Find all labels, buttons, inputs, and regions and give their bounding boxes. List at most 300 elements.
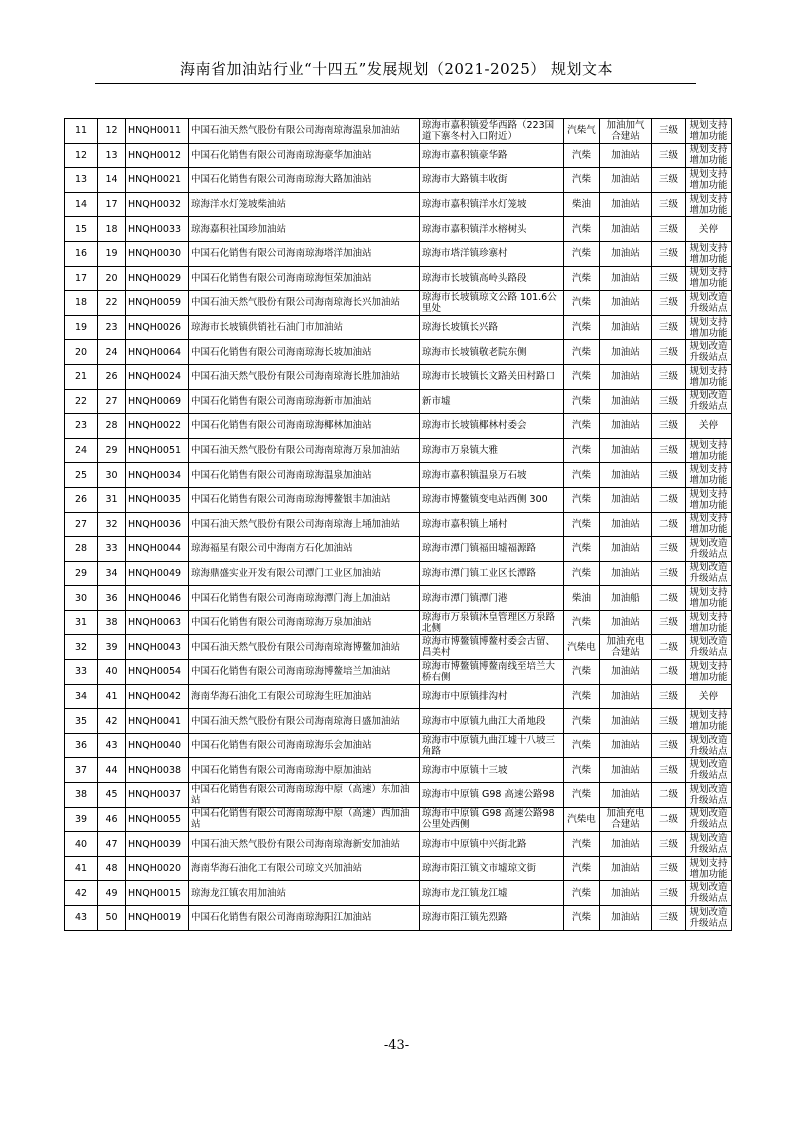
plan-cell: 规划改造升级站点 — [686, 635, 732, 660]
orig-seq-cell: 29 — [98, 438, 126, 463]
seq-cell: 11 — [65, 119, 98, 144]
seq-cell: 43 — [65, 906, 98, 931]
seq-cell: 12 — [65, 143, 98, 168]
table-body — [65, 119, 732, 931]
table-row — [65, 832, 732, 857]
station-type-cell: 加油站 — [600, 783, 652, 808]
plan-cell: 规划支持增加功能 — [686, 438, 732, 463]
table-row — [65, 906, 732, 931]
fuel-type-cell: 柴油 — [564, 586, 600, 611]
name-cell: 中国石化销售有限公司海南琼海中原（高速）西加油站 — [189, 807, 420, 832]
name-cell: 琼海洋水灯笼坡柴油站 — [189, 192, 420, 217]
address-cell: 琼海市长坡镇琼文公路 101.6公里处 — [420, 291, 564, 316]
station-table — [64, 118, 732, 931]
seq-cell: 29 — [65, 561, 98, 586]
code-cell: HNQH0049 — [126, 561, 189, 586]
plan-cell: 规划改造升级站点 — [686, 807, 732, 832]
seq-cell: 15 — [65, 217, 98, 242]
fuel-type-cell: 汽柴 — [564, 266, 600, 291]
grade-cell: 三级 — [652, 291, 686, 316]
name-cell: 中国石化销售有限公司海南琼海新市加油站 — [189, 389, 420, 414]
name-cell: 中国石化销售有限公司海南琼海温泉加油站 — [189, 463, 420, 488]
table-row — [65, 610, 732, 635]
address-cell: 琼海长坡镇长兴路 — [420, 315, 564, 340]
station-type-cell: 加油站 — [600, 561, 652, 586]
station-type-cell: 加油站 — [600, 660, 652, 685]
address-cell: 琼海市塔洋镇珍寨村 — [420, 241, 564, 266]
grade-cell: 三级 — [652, 856, 686, 881]
code-cell: HNQH0040 — [126, 733, 189, 758]
code-cell: HNQH0069 — [126, 389, 189, 414]
name-cell: 中国石油天然气股份有限公司海南琼海长胜加油站 — [189, 364, 420, 389]
station-type-cell: 加油站 — [600, 610, 652, 635]
orig-seq-cell: 26 — [98, 364, 126, 389]
address-cell: 琼海市中原镇九曲江墟十八坡三角路 — [420, 733, 564, 758]
table-row — [65, 119, 732, 144]
plan-cell: 关停 — [686, 217, 732, 242]
station-type-cell: 加油站 — [600, 758, 652, 783]
plan-cell: 规划改造升级站点 — [686, 389, 732, 414]
station-type-cell: 加油充电合建站 — [600, 635, 652, 660]
plan-cell: 规划支持增加功能 — [686, 463, 732, 488]
station-type-cell: 加油站 — [600, 856, 652, 881]
station-type-cell: 加油站 — [600, 217, 652, 242]
table-row — [65, 684, 732, 709]
plan-cell: 规划改造升级站点 — [686, 906, 732, 931]
fuel-type-cell: 柴油 — [564, 192, 600, 217]
address-cell: 琼海市中原镇九曲江大甬地段 — [420, 709, 564, 734]
grade-cell: 二级 — [652, 660, 686, 685]
seq-cell: 31 — [65, 610, 98, 635]
plan-cell: 规划支持增加功能 — [686, 192, 732, 217]
name-cell: 琼海龙江镇农用加油站 — [189, 881, 420, 906]
plan-cell: 规划改造升级站点 — [686, 340, 732, 365]
grade-cell: 三级 — [652, 832, 686, 857]
address-cell: 琼海市阳江镇先烈路 — [420, 906, 564, 931]
address-cell: 琼海市潭门镇潭门港 — [420, 586, 564, 611]
table-row — [65, 340, 732, 365]
name-cell: 中国石油天然气股份有限公司海南琼海博鳌加油站 — [189, 635, 420, 660]
address-cell: 琼海市阳江镇文市墟琼文街 — [420, 856, 564, 881]
code-cell: HNQH0020 — [126, 856, 189, 881]
plan-cell: 规划支持增加功能 — [686, 119, 732, 144]
fuel-type-cell: 汽柴 — [564, 241, 600, 266]
table-row — [65, 733, 732, 758]
station-type-cell: 加油站 — [600, 906, 652, 931]
station-type-cell: 加油站 — [600, 463, 652, 488]
station-type-cell: 加油站 — [600, 684, 652, 709]
station-type-cell: 加油站 — [600, 487, 652, 512]
code-cell: HNQH0030 — [126, 241, 189, 266]
orig-seq-cell: 18 — [98, 217, 126, 242]
table-row — [65, 881, 732, 906]
orig-seq-cell: 30 — [98, 463, 126, 488]
code-cell: HNQH0019 — [126, 906, 189, 931]
plan-cell: 关停 — [686, 414, 732, 439]
orig-seq-cell: 20 — [98, 266, 126, 291]
code-cell: HNQH0046 — [126, 586, 189, 611]
name-cell: 中国石化销售有限公司海南琼海潭门海上加油站 — [189, 586, 420, 611]
table-row — [65, 241, 732, 266]
plan-cell: 规划改造升级站点 — [686, 758, 732, 783]
grade-cell: 三级 — [652, 192, 686, 217]
station-type-cell: 加油加气合建站 — [600, 119, 652, 144]
address-cell: 琼海市博鳌镇博鳌村委会古留、昌美村 — [420, 635, 564, 660]
plan-cell: 规划支持增加功能 — [686, 143, 732, 168]
table-row — [65, 192, 732, 217]
address-cell: 琼海市长坡镇敬老院东侧 — [420, 340, 564, 365]
station-type-cell: 加油站 — [600, 364, 652, 389]
table-row — [65, 168, 732, 193]
orig-seq-cell: 22 — [98, 291, 126, 316]
station-type-cell: 加油站 — [600, 389, 652, 414]
code-cell: HNQH0054 — [126, 660, 189, 685]
address-cell: 新市墟 — [420, 389, 564, 414]
page-number: -43- — [383, 1038, 410, 1053]
fuel-type-cell: 汽柴 — [564, 168, 600, 193]
plan-cell: 规划改造升级站点 — [686, 783, 732, 808]
code-cell: HNQH0038 — [126, 758, 189, 783]
plan-cell: 规划支持增加功能 — [686, 315, 732, 340]
table-row — [65, 758, 732, 783]
name-cell: 中国石油天然气股份有限公司海南琼海上埇加油站 — [189, 512, 420, 537]
orig-seq-cell: 48 — [98, 856, 126, 881]
seq-cell: 13 — [65, 168, 98, 193]
seq-cell: 38 — [65, 783, 98, 808]
name-cell: 中国石化销售有限公司海南琼海万泉加油站 — [189, 610, 420, 635]
code-cell: HNQH0024 — [126, 364, 189, 389]
address-cell: 琼海市万泉镇沐皇管理区万泉路北侧 — [420, 610, 564, 635]
seq-cell: 34 — [65, 684, 98, 709]
address-cell: 琼海市嘉积镇洋水榕树头 — [420, 217, 564, 242]
fuel-type-cell: 汽柴 — [564, 315, 600, 340]
grade-cell: 三级 — [652, 709, 686, 734]
grade-cell: 三级 — [652, 241, 686, 266]
seq-cell: 16 — [65, 241, 98, 266]
plan-cell: 规划支持增加功能 — [686, 512, 732, 537]
address-cell: 琼海市长坡镇长文路关田村路口 — [420, 364, 564, 389]
grade-cell: 三级 — [652, 537, 686, 562]
name-cell: 中国石化销售有限公司海南琼海博鳌培兰加油站 — [189, 660, 420, 685]
code-cell: HNQH0021 — [126, 168, 189, 193]
station-type-cell: 加油充电合建站 — [600, 807, 652, 832]
fuel-type-cell: 汽柴 — [564, 364, 600, 389]
grade-cell: 二级 — [652, 807, 686, 832]
plan-cell: 规划支持增加功能 — [686, 856, 732, 881]
code-cell: HNQH0036 — [126, 512, 189, 537]
station-type-cell: 加油站 — [600, 168, 652, 193]
code-cell: HNQH0015 — [126, 881, 189, 906]
orig-seq-cell: 45 — [98, 783, 126, 808]
code-cell: HNQH0055 — [126, 807, 189, 832]
address-cell: 琼海市中原镇 G98 高速公路98 — [420, 783, 564, 808]
code-cell: HNQH0012 — [126, 143, 189, 168]
grade-cell: 三级 — [652, 733, 686, 758]
orig-seq-cell: 12 — [98, 119, 126, 144]
table-row — [65, 512, 732, 537]
grade-cell: 三级 — [652, 881, 686, 906]
address-cell: 琼海市嘉积镇上埇村 — [420, 512, 564, 537]
name-cell: 中国石油天然气股份有限公司海南琼海日盛加油站 — [189, 709, 420, 734]
grade-cell: 二级 — [652, 487, 686, 512]
plan-cell: 规划支持增加功能 — [686, 266, 732, 291]
seq-cell: 17 — [65, 266, 98, 291]
seq-cell: 21 — [65, 364, 98, 389]
code-cell: HNQH0044 — [126, 537, 189, 562]
name-cell: 琼海市长坡镇供销社石油门市加油站 — [189, 315, 420, 340]
orig-seq-cell: 31 — [98, 487, 126, 512]
plan-cell: 关停 — [686, 684, 732, 709]
orig-seq-cell: 41 — [98, 684, 126, 709]
table-row — [65, 438, 732, 463]
seq-cell: 32 — [65, 635, 98, 660]
table-row — [65, 709, 732, 734]
address-cell: 琼海市博鳌镇博鳌南线至培兰大桥右侧 — [420, 660, 564, 685]
seq-cell: 36 — [65, 733, 98, 758]
table-row — [65, 783, 732, 808]
address-cell: 琼海市潭门镇工业区长潭路 — [420, 561, 564, 586]
name-cell: 琼海嘉积社国珍加油站 — [189, 217, 420, 242]
plan-cell: 规划支持增加功能 — [686, 660, 732, 685]
grade-cell: 三级 — [652, 684, 686, 709]
orig-seq-cell: 49 — [98, 881, 126, 906]
orig-seq-cell: 32 — [98, 512, 126, 537]
station-type-cell: 加油站 — [600, 340, 652, 365]
plan-cell: 规划改造升级站点 — [686, 561, 732, 586]
seq-cell: 30 — [65, 586, 98, 611]
table-row — [65, 315, 732, 340]
orig-seq-cell: 34 — [98, 561, 126, 586]
code-cell: HNQH0051 — [126, 438, 189, 463]
code-cell: HNQH0063 — [126, 610, 189, 635]
plan-cell: 规划支持增加功能 — [686, 610, 732, 635]
orig-seq-cell: 24 — [98, 340, 126, 365]
station-type-cell: 加油站 — [600, 832, 652, 857]
grade-cell: 二级 — [652, 635, 686, 660]
address-cell: 琼海市嘉积镇温泉万石坡 — [420, 463, 564, 488]
address-cell: 琼海市嘉积镇豪华路 — [420, 143, 564, 168]
plan-cell: 规划支持增加功能 — [686, 586, 732, 611]
code-cell: HNQH0034 — [126, 463, 189, 488]
fuel-type-cell: 汽柴气 — [564, 119, 600, 144]
grade-cell: 三级 — [652, 217, 686, 242]
grade-cell: 三级 — [652, 758, 686, 783]
plan-cell: 规划支持增加功能 — [686, 168, 732, 193]
table-row — [65, 463, 732, 488]
plan-cell: 规划支持增加功能 — [686, 364, 732, 389]
grade-cell: 三级 — [652, 389, 686, 414]
station-type-cell: 加油站 — [600, 291, 652, 316]
plan-cell: 规划支持增加功能 — [686, 709, 732, 734]
seq-cell: 25 — [65, 463, 98, 488]
orig-seq-cell: 47 — [98, 832, 126, 857]
code-cell: HNQH0042 — [126, 684, 189, 709]
fuel-type-cell: 汽柴 — [564, 660, 600, 685]
seq-cell: 20 — [65, 340, 98, 365]
seq-cell: 19 — [65, 315, 98, 340]
station-type-cell: 加油站 — [600, 438, 652, 463]
orig-seq-cell: 46 — [98, 807, 126, 832]
address-cell: 琼海市中原镇十三坡 — [420, 758, 564, 783]
seq-cell: 35 — [65, 709, 98, 734]
name-cell: 海南华海石油化工有限公司琼海生旺加油站 — [189, 684, 420, 709]
table-row — [65, 561, 732, 586]
grade-cell: 三级 — [652, 143, 686, 168]
name-cell: 中国石化销售有限公司海南琼海阳江加油站 — [189, 906, 420, 931]
orig-seq-cell: 33 — [98, 537, 126, 562]
address-cell: 琼海市长坡镇椰林村委会 — [420, 414, 564, 439]
name-cell: 中国石化销售有限公司海南琼海博鳌银丰加油站 — [189, 487, 420, 512]
address-cell: 琼海市潭门镇福田墟福源路 — [420, 537, 564, 562]
plan-cell: 规划改造升级站点 — [686, 733, 732, 758]
fuel-type-cell: 汽柴 — [564, 143, 600, 168]
station-type-cell: 加油站 — [600, 709, 652, 734]
table-row — [65, 660, 732, 685]
grade-cell: 三级 — [652, 364, 686, 389]
orig-seq-cell: 28 — [98, 414, 126, 439]
plan-cell: 规划改造升级站点 — [686, 537, 732, 562]
grade-cell: 三级 — [652, 561, 686, 586]
station-type-cell: 加油站 — [600, 881, 652, 906]
code-cell: HNQH0026 — [126, 315, 189, 340]
name-cell: 中国石化销售有限公司海南琼海塔洋加油站 — [189, 241, 420, 266]
fuel-type-cell: 汽柴电 — [564, 807, 600, 832]
fuel-type-cell: 汽柴 — [564, 487, 600, 512]
address-cell: 琼海市博鳌镇变电站西侧 300 — [420, 487, 564, 512]
code-cell: HNQH0029 — [126, 266, 189, 291]
table-row — [65, 217, 732, 242]
orig-seq-cell: 23 — [98, 315, 126, 340]
orig-seq-cell: 39 — [98, 635, 126, 660]
fuel-type-cell: 汽柴 — [564, 340, 600, 365]
grade-cell: 三级 — [652, 438, 686, 463]
address-cell: 琼海市中原镇排沟村 — [420, 684, 564, 709]
fuel-type-cell: 汽柴 — [564, 414, 600, 439]
orig-seq-cell: 50 — [98, 906, 126, 931]
grade-cell: 二级 — [652, 586, 686, 611]
seq-cell: 22 — [65, 389, 98, 414]
station-type-cell: 加油站 — [600, 315, 652, 340]
seq-cell: 41 — [65, 856, 98, 881]
grade-cell: 三级 — [652, 463, 686, 488]
grade-cell: 三级 — [652, 340, 686, 365]
code-cell: HNQH0041 — [126, 709, 189, 734]
plan-cell: 规划支持增加功能 — [686, 487, 732, 512]
code-cell: HNQH0059 — [126, 291, 189, 316]
plan-cell: 规划改造升级站点 — [686, 881, 732, 906]
grade-cell: 三级 — [652, 168, 686, 193]
address-cell: 琼海市龙江镇龙江墟 — [420, 881, 564, 906]
seq-cell: 23 — [65, 414, 98, 439]
seq-cell: 14 — [65, 192, 98, 217]
table-row — [65, 856, 732, 881]
name-cell: 中国石化销售有限公司海南琼海中原加油站 — [189, 758, 420, 783]
plan-cell: 规划改造升级站点 — [686, 291, 732, 316]
station-type-cell: 加油站 — [600, 512, 652, 537]
name-cell: 中国石化销售有限公司海南琼海恒荣加油站 — [189, 266, 420, 291]
page-header: 海南省加油站行业“十四五”发展规划（2021-2025） 规划文本 — [179, 60, 614, 78]
code-cell: HNQH0035 — [126, 487, 189, 512]
fuel-type-cell: 汽柴 — [564, 856, 600, 881]
seq-cell: 18 — [65, 291, 98, 316]
seq-cell: 39 — [65, 807, 98, 832]
seq-cell: 24 — [65, 438, 98, 463]
station-type-cell: 加油船 — [600, 586, 652, 611]
seq-cell: 42 — [65, 881, 98, 906]
name-cell: 中国石油天然气股份有限公司海南琼海长兴加油站 — [189, 291, 420, 316]
fuel-type-cell: 汽柴 — [564, 881, 600, 906]
fuel-type-cell: 汽柴 — [564, 438, 600, 463]
orig-seq-cell: 44 — [98, 758, 126, 783]
table-row — [65, 586, 732, 611]
header-divider — [95, 83, 696, 84]
seq-cell: 33 — [65, 660, 98, 685]
grade-cell: 三级 — [652, 610, 686, 635]
table-row — [65, 389, 732, 414]
seq-cell: 26 — [65, 487, 98, 512]
station-type-cell: 加油站 — [600, 192, 652, 217]
grade-cell: 三级 — [652, 266, 686, 291]
orig-seq-cell: 43 — [98, 733, 126, 758]
fuel-type-cell: 汽柴 — [564, 832, 600, 857]
name-cell: 琼海福星有限公司中海南方石化加油站 — [189, 537, 420, 562]
fuel-type-cell: 汽柴 — [564, 217, 600, 242]
address-cell: 琼海市嘉积镇洋水灯笼坡 — [420, 192, 564, 217]
plan-cell: 规划支持增加功能 — [686, 241, 732, 266]
table-row — [65, 266, 732, 291]
seq-cell: 27 — [65, 512, 98, 537]
table-row — [65, 537, 732, 562]
name-cell: 中国石油天然气股份有限公司海南琼海温泉加油站 — [189, 119, 420, 144]
grade-cell: 二级 — [652, 783, 686, 808]
name-cell: 中国石化销售有限公司海南琼海大路加油站 — [189, 168, 420, 193]
address-cell: 琼海市长坡镇高岭头路段 — [420, 266, 564, 291]
name-cell: 中国石油天然气股份有限公司海南琼海新安加油站 — [189, 832, 420, 857]
name-cell: 琼海鼎盛实业开发有限公司潭门工业区加油站 — [189, 561, 420, 586]
plan-cell: 规划改造升级站点 — [686, 832, 732, 857]
code-cell: HNQH0022 — [126, 414, 189, 439]
orig-seq-cell: 27 — [98, 389, 126, 414]
fuel-type-cell: 汽柴 — [564, 512, 600, 537]
table-row — [65, 364, 732, 389]
address-cell: 琼海市万泉镇大雅 — [420, 438, 564, 463]
address-cell: 琼海市大路镇丰收街 — [420, 168, 564, 193]
station-type-cell: 加油站 — [600, 414, 652, 439]
name-cell: 中国石化销售有限公司海南琼海椰林加油站 — [189, 414, 420, 439]
grade-cell: 三级 — [652, 119, 686, 144]
fuel-type-cell: 汽柴 — [564, 709, 600, 734]
orig-seq-cell: 40 — [98, 660, 126, 685]
seq-cell: 40 — [65, 832, 98, 857]
fuel-type-cell: 汽柴 — [564, 537, 600, 562]
station-type-cell: 加油站 — [600, 537, 652, 562]
orig-seq-cell: 36 — [98, 586, 126, 611]
name-cell: 中国石化销售有限公司海南琼海乐会加油站 — [189, 733, 420, 758]
fuel-type-cell: 汽柴 — [564, 906, 600, 931]
seq-cell: 28 — [65, 537, 98, 562]
orig-seq-cell: 17 — [98, 192, 126, 217]
code-cell: HNQH0064 — [126, 340, 189, 365]
name-cell: 中国石化销售有限公司海南琼海中原（高速）东加油站 — [189, 783, 420, 808]
seq-cell: 37 — [65, 758, 98, 783]
grade-cell: 三级 — [652, 906, 686, 931]
fuel-type-cell: 汽柴电 — [564, 635, 600, 660]
code-cell: HNQH0037 — [126, 783, 189, 808]
table-row — [65, 807, 732, 832]
address-cell: 琼海市中原镇中兴街北路 — [420, 832, 564, 857]
code-cell: HNQH0033 — [126, 217, 189, 242]
name-cell: 中国石化销售有限公司海南琼海豪华加油站 — [189, 143, 420, 168]
